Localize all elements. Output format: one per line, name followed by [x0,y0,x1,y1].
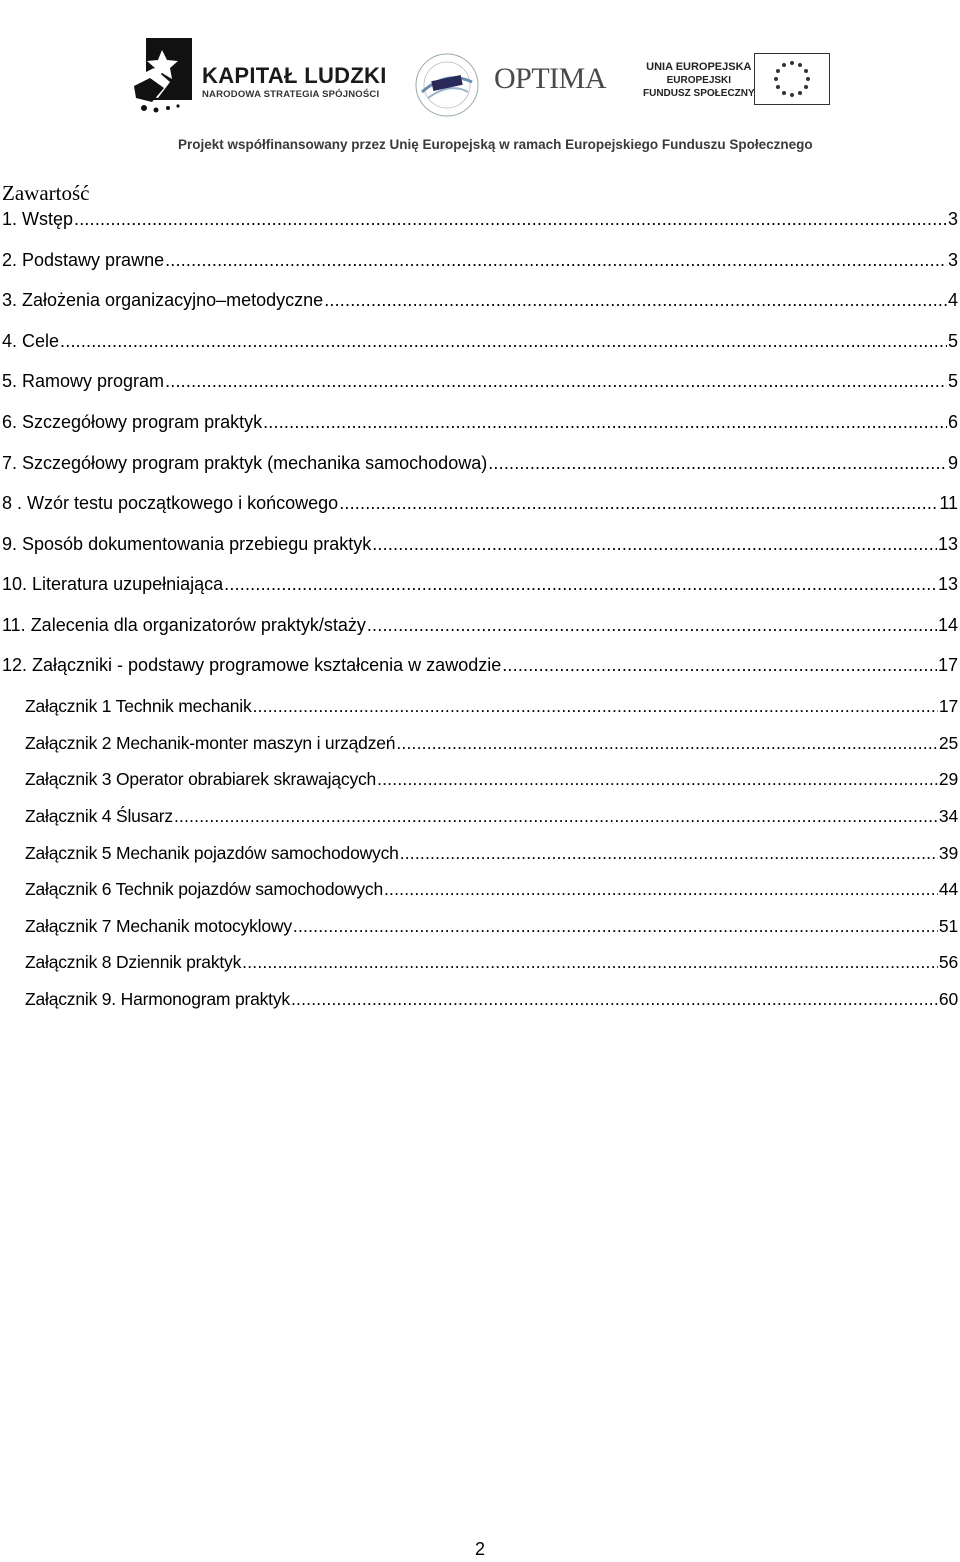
eu-line-2: EUROPEJSKI [666,75,732,86]
toc-entry-page: 25 [938,733,958,753]
toc-entry-page: 13 [937,534,958,554]
page-number: 2 [474,1539,485,1559]
toc-entry-page: 34 [938,806,958,826]
page-header [0,0,960,165]
toc-entry-page: 4 [947,290,958,310]
toc-entry-label: 1. Wstęp [2,209,74,229]
toc-entry[interactable] [2,290,958,314]
toc-leader [324,290,947,311]
toc-leader [224,574,937,595]
toc-entry[interactable] [2,412,958,436]
toc-entry-page: 13 [937,574,958,594]
toc-entry-label: 11. Zalecenia dla organizatorów praktyk/staży [2,615,366,635]
toc-entry-page: 39 [938,843,958,863]
toc-entry-label: 9. Sposób dokumentowania przebiegu praktyk [2,534,372,554]
toc-entry-page: 14 [937,615,958,635]
toc-entry[interactable] [25,733,958,757]
toc-leader [165,371,947,392]
toc-entry-label: Załącznik 6 Technik pojazdów samochodowych [25,879,383,899]
toc-entry-label: Załącznik 9. Harmonogram praktyk [25,989,290,1009]
toc-entry-page: 29 [938,769,958,789]
toc-leader [339,493,938,514]
toc-entry-page: 3 [947,250,958,270]
podn-logo-icon [414,52,480,118]
toc-entry-page: 60 [938,989,958,1009]
kapital-ludzki-title: KAPITAŁ LUDZKI [202,63,387,88]
toc-leader [384,879,938,900]
eu-line-1: UNIA EUROPEJSKA [646,61,752,73]
toc-entry[interactable] [2,250,958,274]
project-cofinancing-note: Projekt współfinansowany przez Unię Europejską w ramach Europejskiego Funduszu Społecznego [178,137,813,152]
eu-text-block [643,60,755,100]
toc-entry-label: Załącznik 4 Ślusarz [25,806,173,826]
toc-leader [60,331,947,352]
toc-entry-label: 10. Literatura uzupełniająca [2,574,224,594]
toc-entry-label: 12. Załączniki - podstawy programowe kształcenia w zawodzie [2,655,502,675]
toc-entry-label: 7. Szczegółowy program praktyk (mechanika samochodowa) [2,453,488,473]
toc-entry[interactable] [2,534,958,558]
toc-entry[interactable] [2,493,958,517]
toc-entry[interactable] [25,989,958,1013]
optima-logo: OPTIMA [494,62,607,95]
toc-leader [165,250,947,271]
toc-leader [400,843,938,864]
eu-line-3: FUNDUSZ SPOŁECZNY [643,88,755,99]
kapital-ludzki-subtitle: NARODOWA STRATEGIA SPÓJNOŚCI [202,89,380,100]
toc-entry-label: Załącznik 2 Mechanik-monter maszyn i urządzeń [25,733,396,753]
toc-leader [293,916,938,937]
kapital-ludzki-wordmark [202,64,387,102]
toc-entry[interactable] [2,453,958,477]
toc-entry[interactable] [2,331,958,355]
toc-entry-page: 44 [938,879,958,899]
toc-leader [253,696,938,717]
toc-entry-label: Załącznik 1 Technik mechanik [25,696,252,716]
toc-entry-label: Załącznik 7 Mechanik motocyklowy [25,916,292,936]
toc-entry[interactable] [25,806,958,830]
toc-entry[interactable] [2,371,958,395]
toc-entry-page: 51 [938,916,958,936]
toc-leader [174,806,938,827]
toc-entry[interactable] [25,879,958,903]
toc-entry-page: 5 [947,331,958,351]
toc-leader [74,209,947,230]
eu-flag-icon [754,53,830,105]
toc-entry-label: 2. Podstawy prawne [2,250,165,270]
toc-leader [291,989,938,1010]
toc-entry-label: Załącznik 5 Mechanik pojazdów samochodowych [25,843,399,863]
toc-entry-page: 11 [939,493,958,513]
toc-leader [372,534,937,555]
toc-entry-page: 17 [937,655,958,675]
toc-leader [377,769,938,790]
toc-entry[interactable] [25,952,958,976]
toc-entry[interactable] [2,655,958,679]
toc-entry[interactable] [25,696,958,720]
toc-entry[interactable] [2,615,958,639]
toc-entry-label: 4. Cele [2,331,60,351]
toc-entry-page: 5 [947,371,958,391]
toc-leader [502,655,937,676]
toc-entry-label: Załącznik 3 Operator obrabiarek skrawających [25,769,377,789]
toc-title: Zawartość [2,181,90,205]
toc-entry-page: 56 [938,952,958,972]
toc-entry-page: 17 [938,696,958,716]
toc-leader [263,412,947,433]
toc-entry-page: 6 [947,412,958,432]
toc-leader [367,615,937,636]
toc-entry-page: 9 [947,453,958,473]
toc-entry-label: 6. Szczegółowy program praktyk [2,412,263,432]
toc-entry[interactable] [2,574,958,598]
toc-leader [488,453,947,474]
toc-entry[interactable] [25,769,958,793]
toc-entry[interactable] [25,843,958,867]
toc-entry-label: 8 . Wzór testu początkowego i końcowego [2,493,339,513]
toc-entry-label: 5. Ramowy program [2,371,165,391]
toc-entry-label: Załącznik 8 Dziennik praktyk [25,952,242,972]
kapital-ludzki-logo-icon [134,38,192,118]
toc-leader [242,952,938,973]
toc-entry-page: 3 [947,209,958,229]
toc-entry[interactable] [25,916,958,940]
toc-entry-label: 3. Założenia organizacyjno–metodyczne [2,290,324,310]
toc-leader [396,733,938,754]
toc-entry[interactable] [2,209,958,233]
